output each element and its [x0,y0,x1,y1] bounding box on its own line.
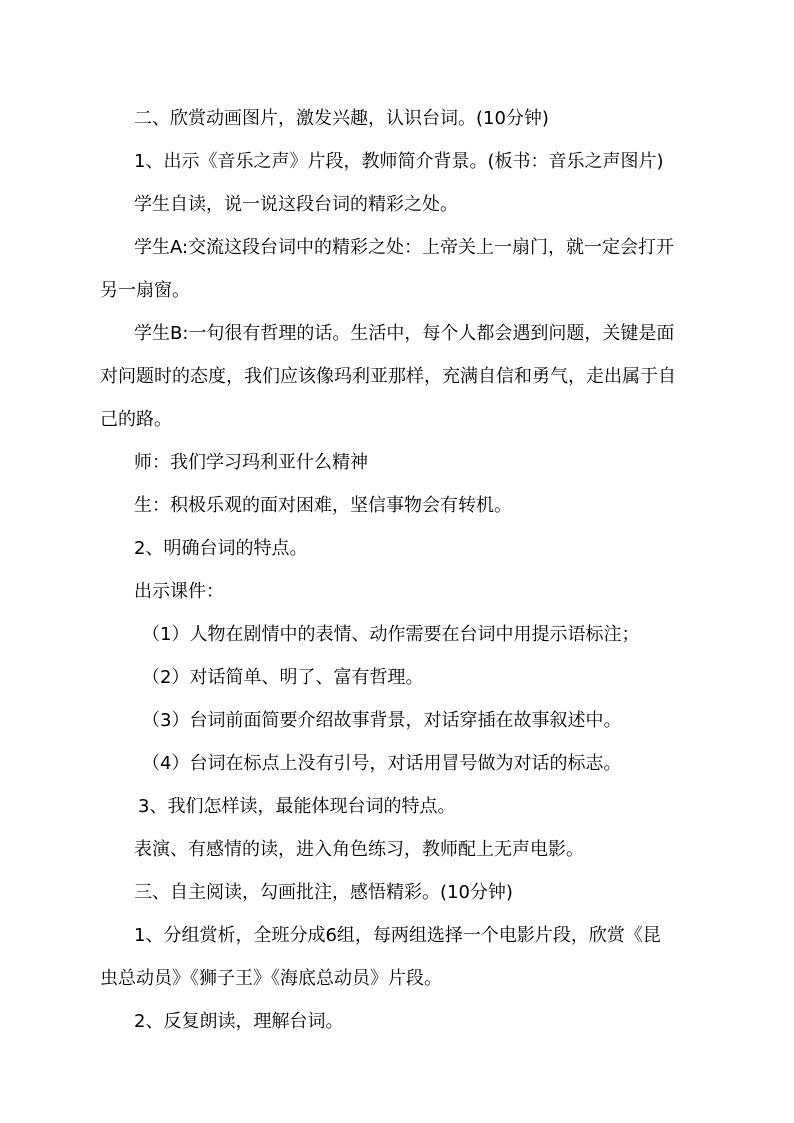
paragraph-teacher-question: 师：我们学习玛利亚什么精神 [134,452,368,473]
paragraph-student-a: 学生A:交流这段台词中的精彩之处：上帝关上一扇门，就一定会打开 [134,237,675,258]
paragraph-group-appreciation-cont: 虫总动员》《狮子王》《海底总动员》片段。 [100,968,442,989]
section-heading-2: 二、欣赏动画图片，激发兴趣，认识台词。(10分钟) [134,108,549,129]
paragraph-show-courseware: 出示课件： [134,581,224,602]
list-item-4: （4）台词在标点上没有引号，对话用冒号做为对话的标志。 [142,753,622,774]
paragraph-student-a-cont: 另一扇窗。 [100,280,190,301]
paragraph-repeat-reading: 2、反复朗读，理解台词。 [134,1011,344,1032]
list-item-1: （1）人物在剧情中的表情、动作需要在台词中用提示语标注； [142,624,640,645]
paragraph-step-3: 3、我们怎样读，最能体现台词的特点。 [138,796,456,817]
list-item-3: （3）台词前面简要介绍故事背景，对话穿插在故事叙述中。 [142,710,622,731]
list-item-2: （2）对话简单、明了、富有哲理。 [142,667,424,688]
paragraph-student-read: 学生自读，说一说这段台词的精彩之处。 [134,194,458,215]
paragraph-step-1: 1、出示《音乐之声》片段，教师简介背景。(板书：音乐之声图片) [134,151,664,172]
paragraph-student-b-cont-1: 对问题时的态度，我们应该像玛利亚那样，充满自信和勇气，走出属于自 [100,366,676,387]
paragraph-student-answer: 生：积极乐观的面对困难，坚信事物会有转机。 [134,495,512,516]
paragraph-student-b-cont-2: 己的路。 [100,409,172,430]
paragraph-step-2: 2、明确台词的特点。 [134,538,308,559]
paragraph-perform: 表演、有感情的读，进入角色练习，教师配上无声电影。 [134,839,584,860]
paragraph-group-appreciation: 1、分组赏析，全班分成6组，每两组选择一个电影片段，欣赏《昆 [134,925,661,946]
section-heading-3: 三、自主阅读，勾画批注，感悟精彩。(10分钟) [134,882,513,903]
paragraph-student-b: 学生B:一句很有哲理的话。生活中，每个人都会遇到问题，关键是面 [134,323,675,344]
